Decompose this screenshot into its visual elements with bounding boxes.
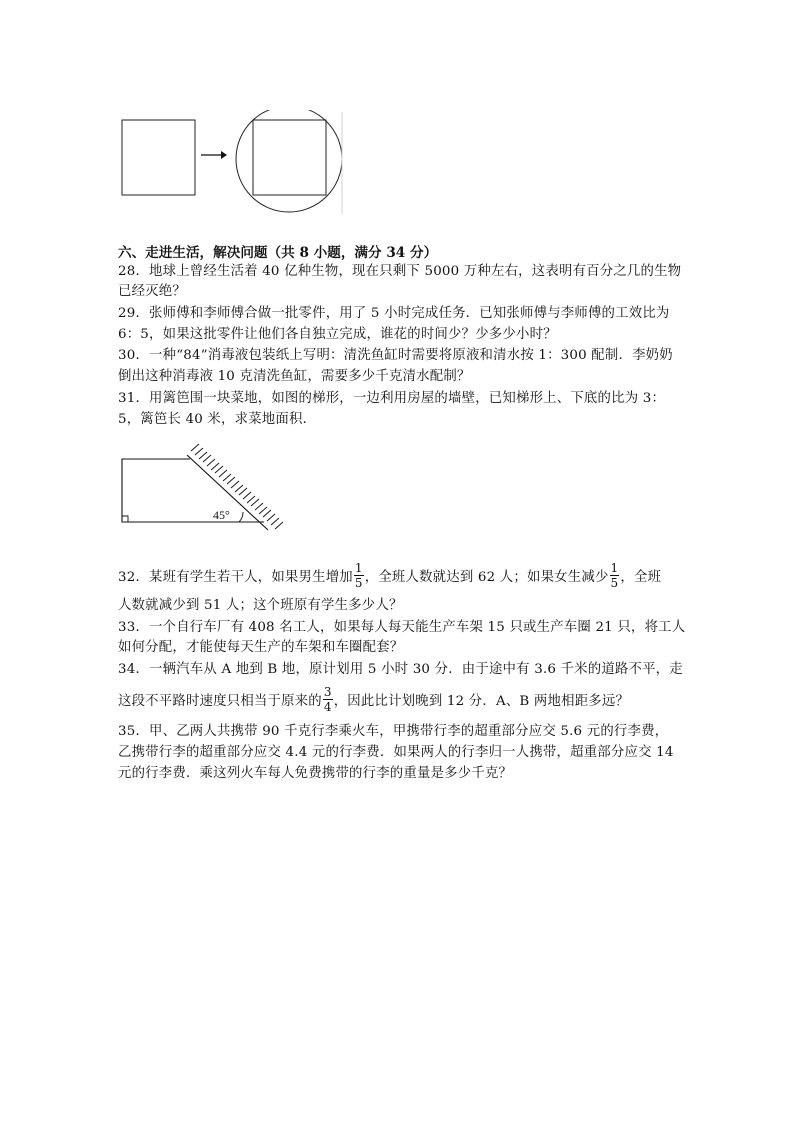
problem-32-line-2: 人数就减少到 51 人；这个班原有学生多少人？ — [118, 598, 403, 613]
angle-label: 45° — [213, 508, 230, 522]
problem-29-line-2: 6：5，如果这批零件让他们各自独立完成，谁花的时间少？少多少小时？ — [118, 327, 557, 342]
square-to-circle-figure — [115, 110, 355, 220]
problem-30-line-2: 倒出这种消毒液 10 克清洗鱼缸，需要多少千克清水配制？ — [118, 369, 471, 384]
problem-31-line-1: 31．用篱笆围一块菜地，如图的梯形，一边利用房屋的墙壁，已知梯形上、下底的比为 3： — [118, 391, 666, 406]
inscribed-square — [253, 120, 326, 195]
problem-34-text-a: 这段不平路时速度只相当于原来的 — [118, 694, 322, 709]
arrow-head-icon — [221, 151, 227, 159]
problem-35-line-2: 乙携带行李的超重部分应交 4.4 元的行李费．如果两人的行李归一人携带，超重部分应交 14 — [118, 745, 674, 760]
problem-33-line-2: 如何分配，才能使每天生产的车架和车圈配套？ — [118, 640, 404, 655]
problem-32-text-c: ，全班 — [620, 570, 662, 585]
problem-32-text-b: ，全班人数就达到 62 人；如果女生减少 — [364, 570, 609, 585]
angle-arc — [239, 512, 243, 522]
problem-28-line-1: 28．地球上曾经生活着 40 亿种生物，现在只剩下 5000 万种左右，这表明有百分之几的生物 — [118, 264, 682, 279]
problem-30-line-1: 30．一种“84”消毒液包装纸上写明：清洗鱼缸时需要将原液和清水按 1：300 配制．李奶奶 — [118, 348, 673, 363]
problem-34-line-1: 34．一辆汽车从 A 地到 B 地，原计划用 5 小时 30 分．由于途中有 3.6 千米的道路不平，走 — [118, 662, 683, 677]
problem-29-line-1: 29．张师傅和李师傅合做一批零件，用了 5 小时完成任务．已知张师傅与李师傅的工效比为 — [118, 306, 670, 321]
wall-hatching — [191, 444, 283, 529]
problem-32-line-1 — [118, 561, 662, 591]
problem-35-line-3: 元的行李费．乘这列火车每人免费携带的行李的重量是多少千克？ — [118, 766, 513, 781]
trapezoid-garden-figure — [115, 440, 285, 540]
right-angle-mark — [122, 516, 128, 522]
problem-34-line-2 — [118, 685, 630, 715]
fraction-one-fifth: $\frac{1}{5}$ — [354, 561, 363, 590]
problem-28-line-2: 已经灭绝？ — [118, 284, 186, 299]
fraction-three-quarters: $\frac{3}{4}$ — [323, 685, 332, 714]
problem-34-text-b: ，因此比计划晚到 12 分．A、B 两地相距多远？ — [333, 694, 630, 709]
section-title: 六、走进生活，解决问题（共 8 小题，满分 34 分） — [118, 245, 438, 261]
original-square — [122, 120, 195, 195]
problem-35-line-1: 35．甲、乙两人共携带 90 千克行李乘火车，甲携带行李的超重部分应交 5.6 元的行李费， — [118, 724, 669, 739]
problem-31-line-2: 5，篱笆长 40 米，求菜地面积． — [118, 412, 317, 427]
problem-32-text-a: 32．某班有学生若干人，如果男生增加 — [118, 570, 353, 585]
problem-33-line-1: 33．一个自行车厂有 408 名工人，如果每人每天能生产车架 15 只或生产车圈 21 只，将工人 — [118, 620, 686, 635]
fraction-one-fifth-2: $\frac{1}{5}$ — [610, 561, 619, 590]
